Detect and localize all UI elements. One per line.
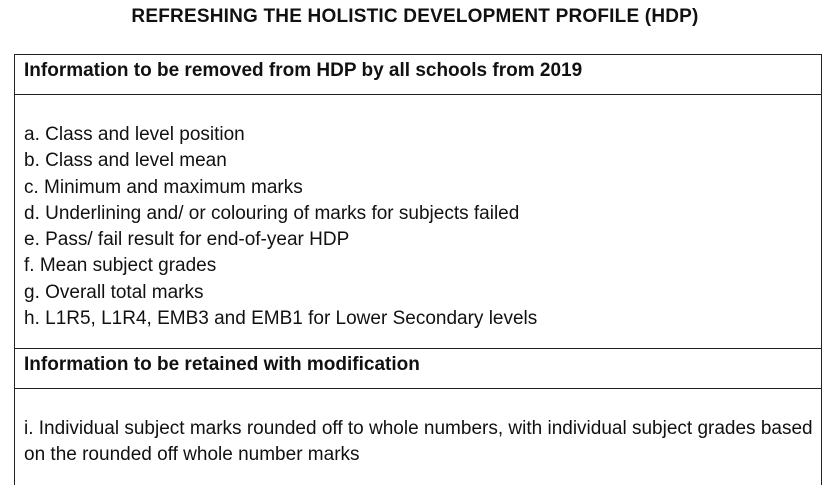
- section-header-retained: [15, 349, 821, 389]
- list-item: h. L1R5, L1R4, EMB3 and EMB1 for Lower Secondary levels: [24, 308, 538, 330]
- list-item: f. Mean subject grades: [24, 255, 217, 277]
- list-item: a. Class and level position: [24, 124, 245, 145]
- list-item: c. Minimum and maximum marks: [24, 176, 303, 198]
- retained-item: i. Individual subject marks rounded off to whole numbers, with individual subject grades based on the rounded off whole number marks: [24, 418, 813, 465]
- list-item: e. Pass/ fail result for end-of-year HDP: [24, 229, 350, 251]
- list-item: d. Underlining and/ or colouring of marks for subjects failed: [24, 202, 520, 224]
- info-table: [14, 54, 822, 485]
- section-heading-removed: Information to be removed from HDP by all schools from 2019: [24, 60, 583, 81]
- removed-items-list: [24, 122, 537, 332]
- section-header-removed: [15, 55, 821, 95]
- section-heading-retained: Information to be retained with modification: [24, 354, 420, 375]
- section-body-retained: [15, 389, 821, 489]
- section-body-removed: [15, 95, 821, 349]
- list-item: g. Overall total marks: [24, 281, 204, 303]
- page-title: REFRESHING THE HOLISTIC DEVELOPMENT PROFILE (HDP): [131, 6, 699, 27]
- list-item: b. Class and level mean: [24, 150, 227, 172]
